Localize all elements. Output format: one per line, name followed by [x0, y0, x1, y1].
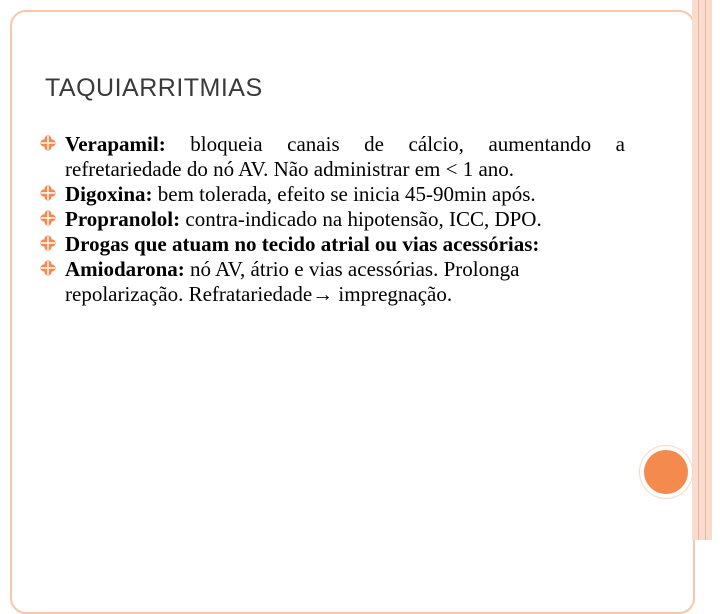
- orange-circle-fill: [644, 450, 688, 494]
- item-text: bloqueia canais de cálcio, aumentando a refretariedade do nó AV. Não administrar em < 1 ano.: [65, 132, 625, 181]
- item-term: Verapamil:: [65, 132, 166, 156]
- four-leaf-bullet-icon: [40, 185, 56, 201]
- rail-line-left: [698, 0, 699, 540]
- rail-line-right: [705, 0, 706, 540]
- decorative-orange-circle: [640, 446, 692, 498]
- list-item: [40, 207, 625, 232]
- list-item: [40, 257, 625, 307]
- item-term: Digoxina:: [65, 182, 153, 206]
- item-term: Drogas que atuam no tecido atrial ou vias acessórias:: [65, 232, 540, 256]
- list-item: [40, 182, 625, 207]
- four-leaf-bullet-icon: [40, 235, 56, 251]
- item-text: bem tolerada, efeito se inicia 45-90min após.: [152, 182, 536, 206]
- list-item: [40, 132, 625, 182]
- item-term: Propranolol:: [65, 207, 181, 231]
- slide-title: TAQUIARRITMIAS: [45, 74, 263, 102]
- list-item: [40, 232, 625, 257]
- arrow-icon: →: [312, 282, 334, 306]
- item-term: Amiodarona:: [65, 257, 185, 281]
- item-text: contra-indicado na hipotensão, ICC, DPO.: [180, 207, 542, 231]
- four-leaf-bullet-icon: [40, 260, 56, 276]
- side-decorative-rail: [692, 0, 712, 540]
- item-text-after: impregnação.: [333, 282, 453, 306]
- four-leaf-bullet-icon: [40, 135, 56, 151]
- bullet-list: [40, 132, 625, 307]
- four-leaf-bullet-icon: [40, 210, 56, 226]
- item-text: nó AV, átrio e vias acessórias. Prolonga repolarização. Refratariedade: [65, 257, 520, 306]
